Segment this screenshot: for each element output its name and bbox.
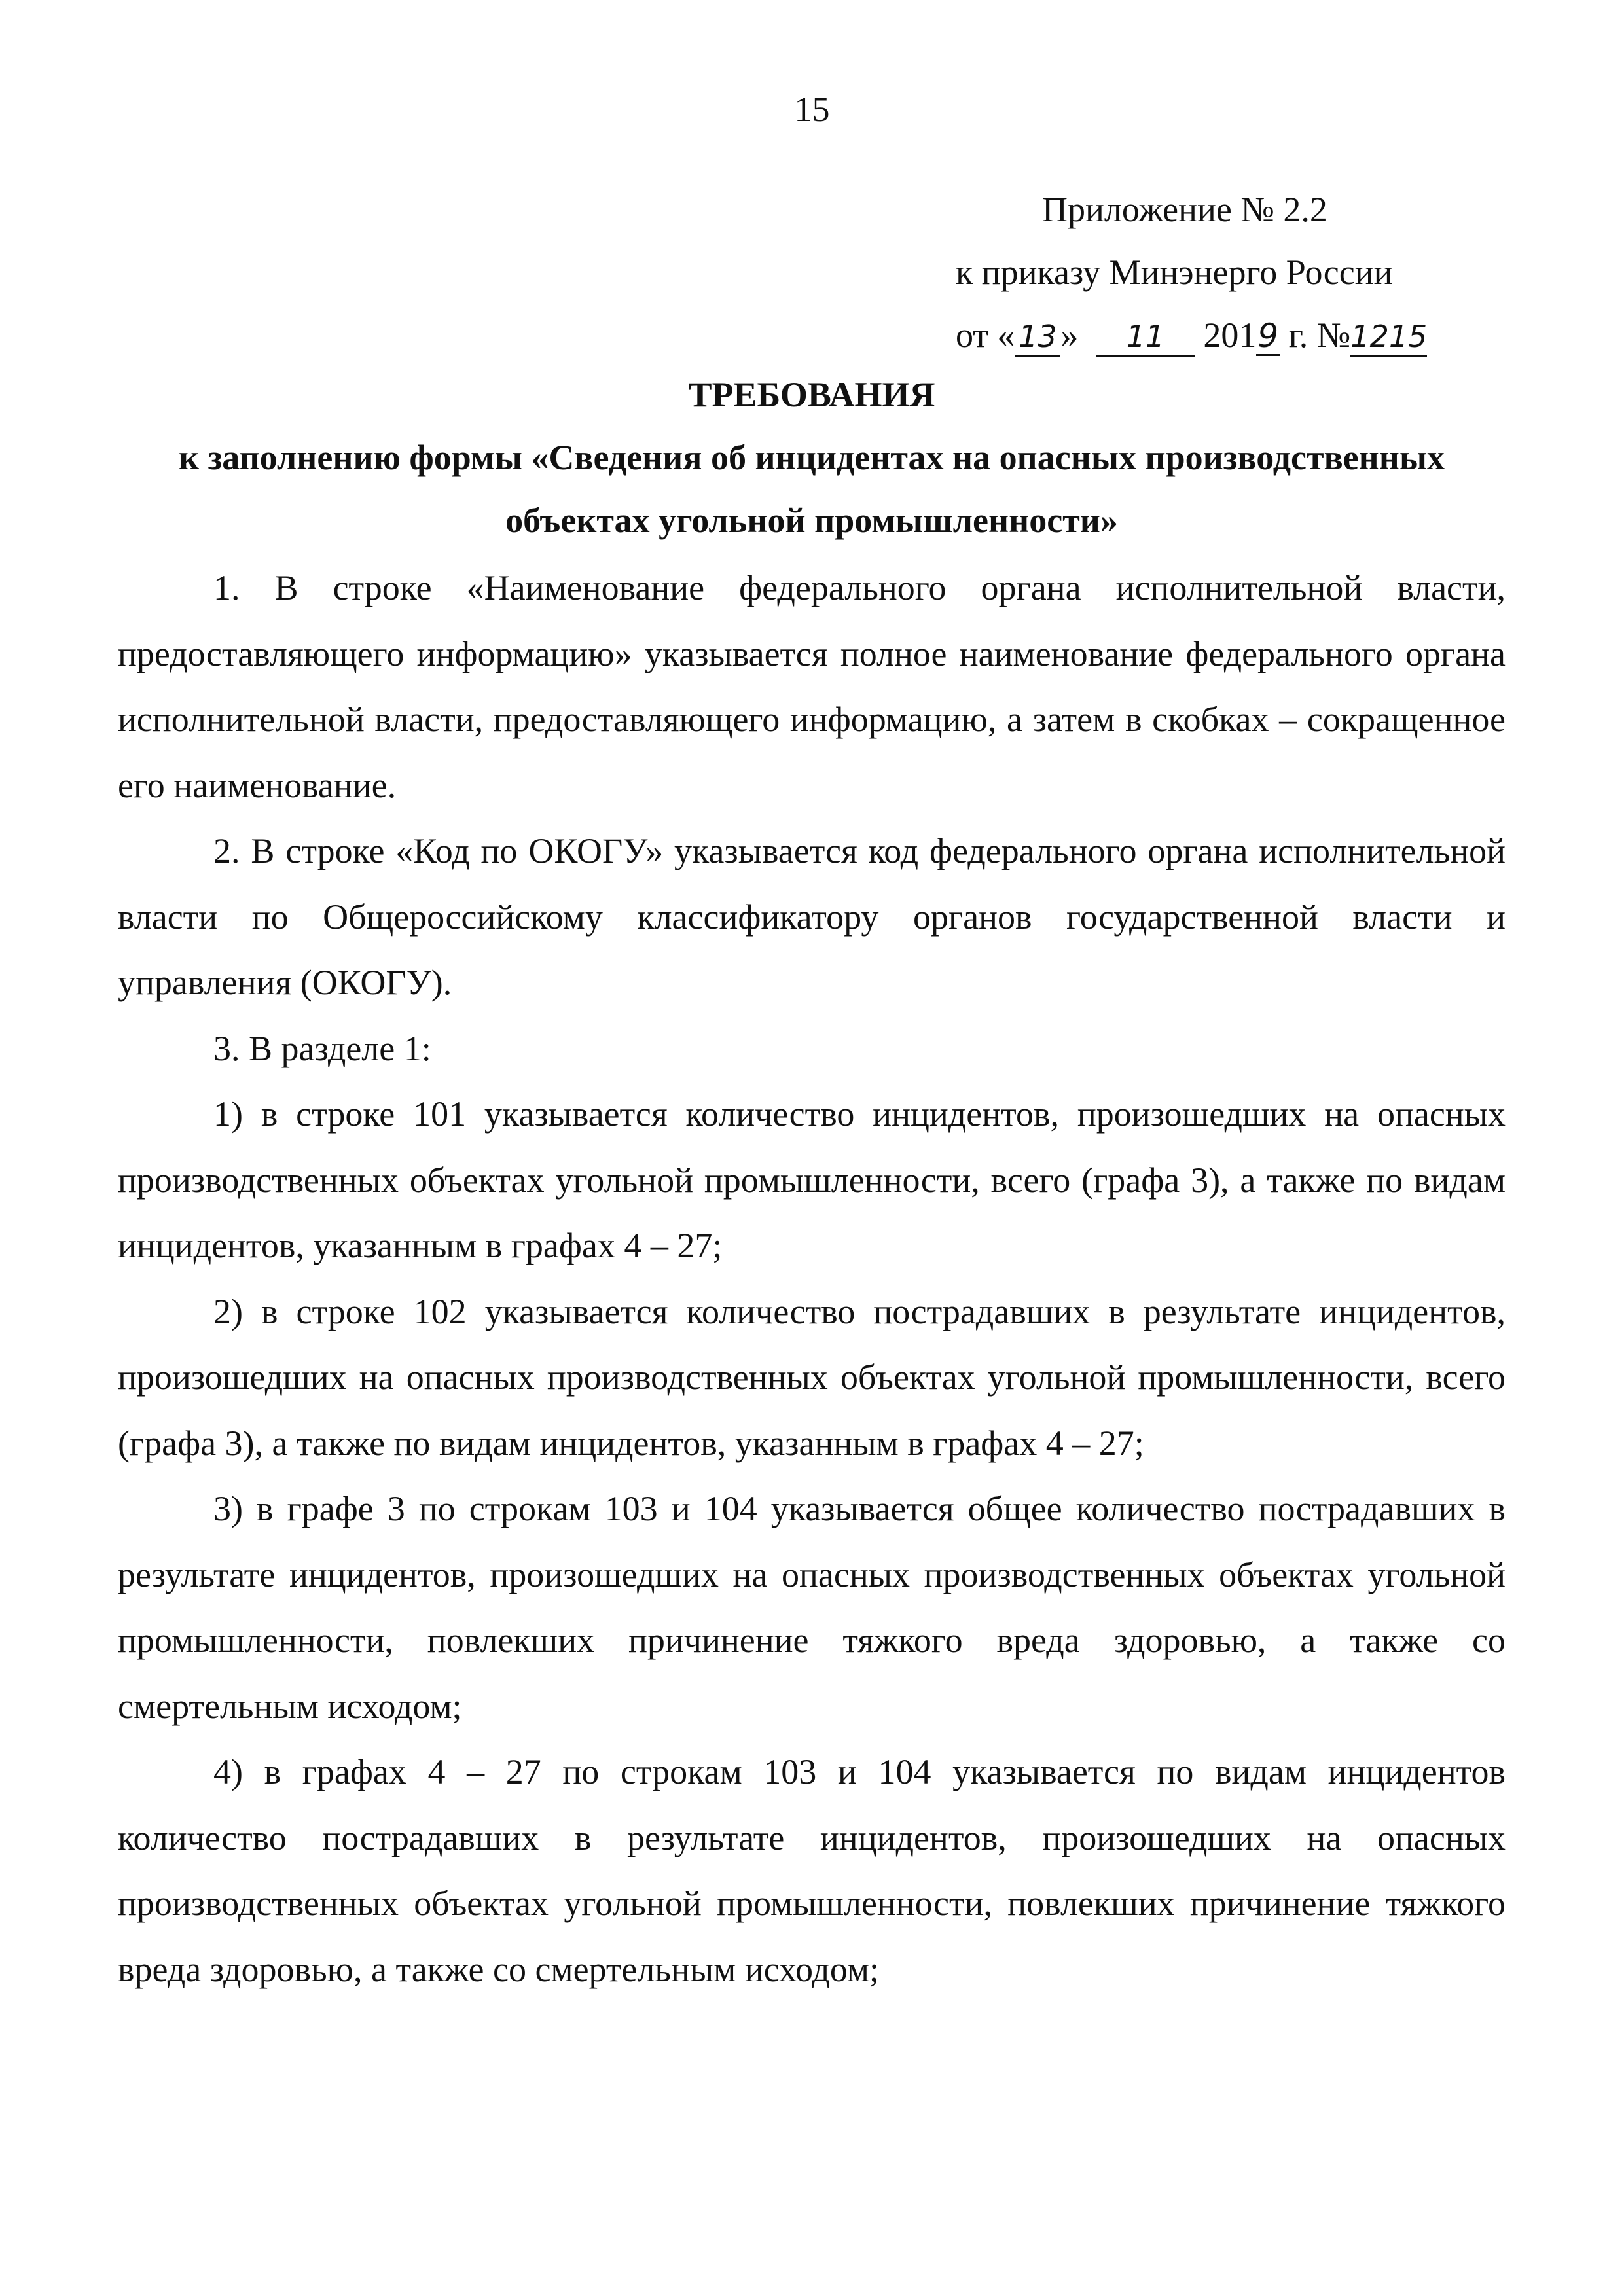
paragraph-3: 3. В разделе 1: — [213, 1028, 431, 1068]
document-title — [118, 363, 1506, 552]
paragraph-3-item-1: 1) в строке 101 указывается количество инцидентов, произошедших на опасных производственных объектах угольной промышленности, всего (графа 3), а также по видам инцидентов, указанным в графах 4 – 27; — [118, 1094, 1506, 1265]
page-number: 15 — [794, 90, 830, 129]
handwritten-order-number: 1215 — [1350, 318, 1427, 357]
paragraph-2: 2. В строке «Код по ОКОГУ» указывается код федерального органа исполнительной власти по Общероссийскому классификатору органов государственной власти и управления (ОКОГУ). — [118, 831, 1506, 1002]
paragraph-3-item-2: 2) в строке 102 указывается количество пострадавших в результате инцидентов, произошедших на опасных производственных объектах угольной промышленности, всего (графа 3), а также по видам инцидентов, указанным в графах 4 – 27; — [118, 1291, 1506, 1463]
document-body — [118, 555, 1506, 2002]
appendix-order-ref: к приказу Минэнерго России — [956, 253, 1393, 292]
appendix-date-line — [956, 304, 1427, 367]
date-prefix: от « — [956, 315, 1015, 355]
handwritten-day: 13 — [1015, 318, 1060, 357]
title-subtitle-line1: к заполнению формы «Сведения об инцидентах на опасных производственных — [178, 438, 1445, 477]
appendix-header — [956, 178, 1427, 367]
appendix-title: Приложение № 2.2 — [1042, 190, 1327, 229]
paragraph-1: 1. В строке «Наименование федерального органа исполнительной власти, предоставляющего информацию» указывается полное наименование федерального органа исполнительной власти, предоставляющего информацию, а затем в скобках – сокращенное его наименование. — [118, 568, 1506, 805]
date-day-close: » — [1060, 315, 1079, 355]
year-prefix: 201 — [1203, 315, 1257, 355]
handwritten-month: 11 — [1096, 318, 1195, 357]
year-suffix: г. № — [1280, 315, 1351, 355]
paragraph-3-item-3: 3) в графе 3 по строкам 103 и 104 указывается общее количество пострадавших в результате инцидентов, произошедших на опасных производственных объектах угольной промышленности, повлекших причинение тяжкого вреда здоровью, а также со смертельным исходом; — [118, 1489, 1506, 1726]
paragraph-3-item-4: 4) в графах 4 – 27 по строкам 103 и 104 указывается по видам инцидентов количество пострадавших в результате инцидентов, произошедших на опасных производственных объектах угольной промышленности, повлекших причинение тяжкого вреда здоровью, а также со смертельным исходом; — [118, 1752, 1506, 1989]
title-subtitle-line2: объектах угольной промышленности» — [505, 501, 1118, 540]
title-heading: ТРЕБОВАНИЯ — [688, 375, 935, 414]
handwritten-year-digit: 9 — [1257, 317, 1279, 355]
